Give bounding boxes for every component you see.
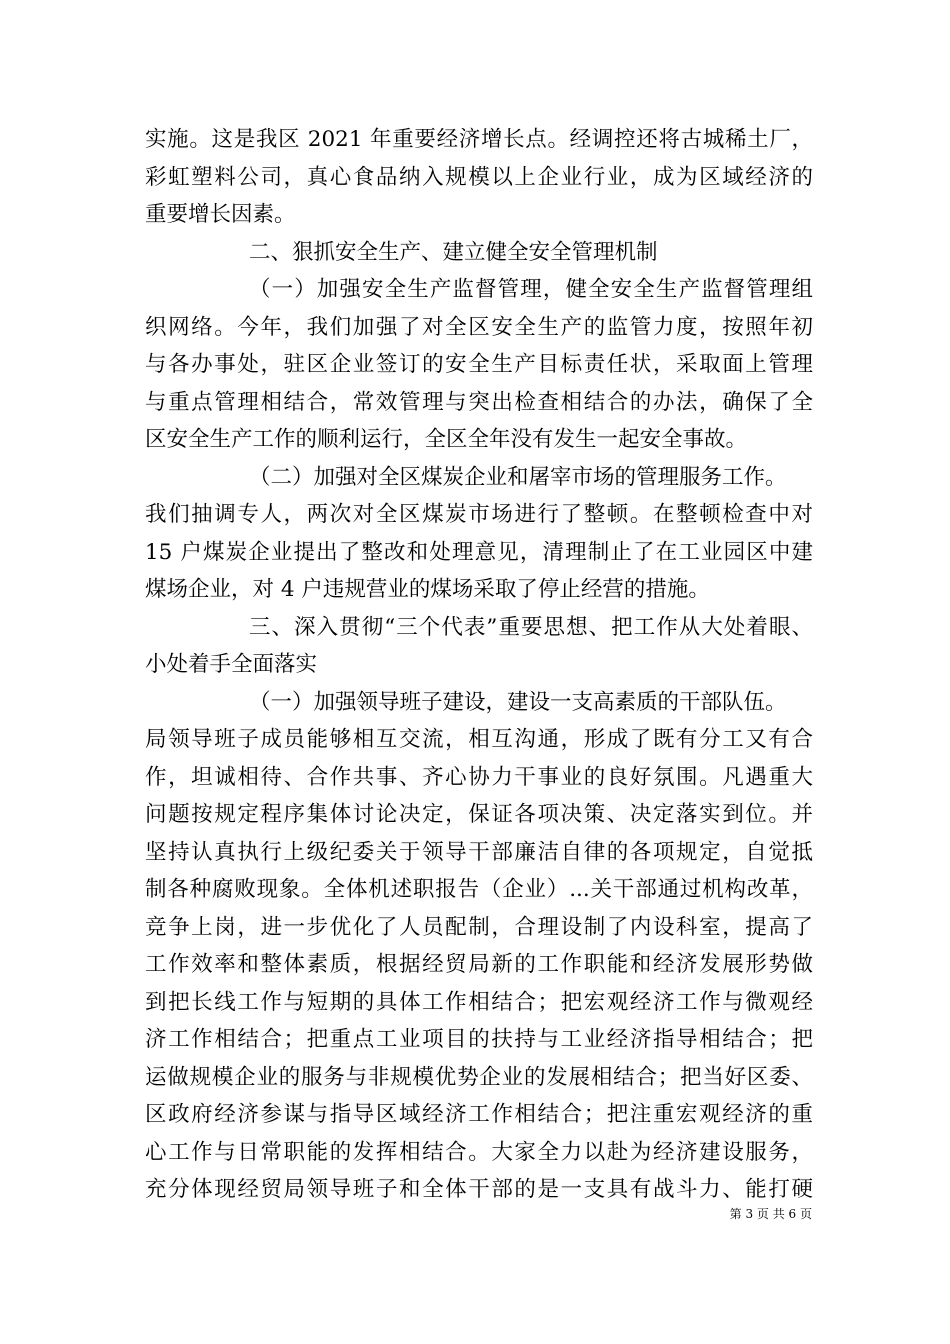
text-line: （二）加强对全区煤炭企业和屠宰市场的管理服务工作。 xyxy=(249,464,787,490)
text-line: 作，坦诚相待、合作共事、齐心协力干事业的良好氛围。凡遇重大 xyxy=(145,764,813,790)
text-line: 织网络。今年，我们加强了对全区安全生产的监管力度，按照年初 xyxy=(145,314,813,340)
text-line: （一）加强领导班子建设，建设一支高素质的干部队伍。 xyxy=(249,689,787,715)
section-heading: 三、深入贯彻“三个代表”重要思想、把工作从大处着眼、 xyxy=(249,614,813,640)
text-line: 充分体现经贸局领导班子和全体干部的是一支具有战斗力、能打硬 xyxy=(145,1177,813,1202)
text-line: 制各种腐败现象。全体机述职报告（企业）...关干部通过机构改革， xyxy=(145,877,813,902)
text-line: 到把长线工作与短期的具体工作相结合；把宏观经济工作与微观经 xyxy=(145,989,813,1015)
page-number: 第 3 页 共 6 页 xyxy=(729,1207,812,1221)
text-line: 济工作相结合；把重点工业项目的扶持与工业经济指导相结合；把 xyxy=(145,1027,813,1052)
text-line: 问题按规定程序集体讨论决定，保证各项决策、决定落实到位。并 xyxy=(145,802,813,827)
text-line: 区安全生产工作的顺利运行，全区全年没有发生一起安全事故。 xyxy=(145,427,748,452)
section-heading: 二、狠抓安全生产、建立健全安全管理机制 xyxy=(249,239,658,265)
text-line: 坚持认真执行上级纪委关于领导干部廉洁自律的各项规定，自觉抵 xyxy=(145,839,813,865)
text-line: 与各办事处，驻区企业签订的安全生产目标责任状，采取面上管理 xyxy=(145,352,813,377)
text-line: 竞争上岗，进一步优化了人员配制，合理设制了内设科室，提高了 xyxy=(145,914,813,940)
text-line: 实施。这是我区 2021 年重要经济增长点。经调控还将古城稀土厂， xyxy=(145,127,813,152)
text-line: 局领导班子成员能够相互交流，相互沟通，形成了既有分工又有合 xyxy=(145,727,813,752)
text-line: 与重点管理相结合，常效管理与突出检查相结合的办法，确保了全 xyxy=(145,389,813,415)
text-line: （一）加强安全生产监督管理，健全安全生产监督管理组 xyxy=(249,277,813,302)
text-line: 工作效率和整体素质，根据经贸局新的工作职能和经济发展形势做 xyxy=(145,952,813,977)
text-line: 重要增长因素。 xyxy=(145,202,296,227)
text-line: 我们抽调专人，两次对全区煤炭市场进行了整顿。在整顿检查中对 xyxy=(145,502,813,527)
document-body xyxy=(145,121,813,1209)
section-heading-continued: 小处着手全面落实 xyxy=(145,652,318,677)
text-line: 区政府经济参谋与指导区域经济工作相结合；把注重宏观经济的重 xyxy=(145,1102,813,1127)
text-line: 彩虹塑料公司，真心食品纳入规模以上企业行业，成为区域经济的 xyxy=(145,164,813,190)
text-line: 煤场企业，对 4 户违规营业的煤场采取了停止经营的措施。 xyxy=(145,577,710,602)
text-line: 运做规模企业的服务与非规模优势企业的发展相结合；把当好区委、 xyxy=(145,1064,813,1090)
text-line: 15 户煤炭企业提出了整改和处理意见，清理制止了在工业园区中建 xyxy=(145,539,813,565)
text-line: 心工作与日常职能的发挥相结合。大家全力以赴为经济建设服务， xyxy=(145,1139,813,1165)
